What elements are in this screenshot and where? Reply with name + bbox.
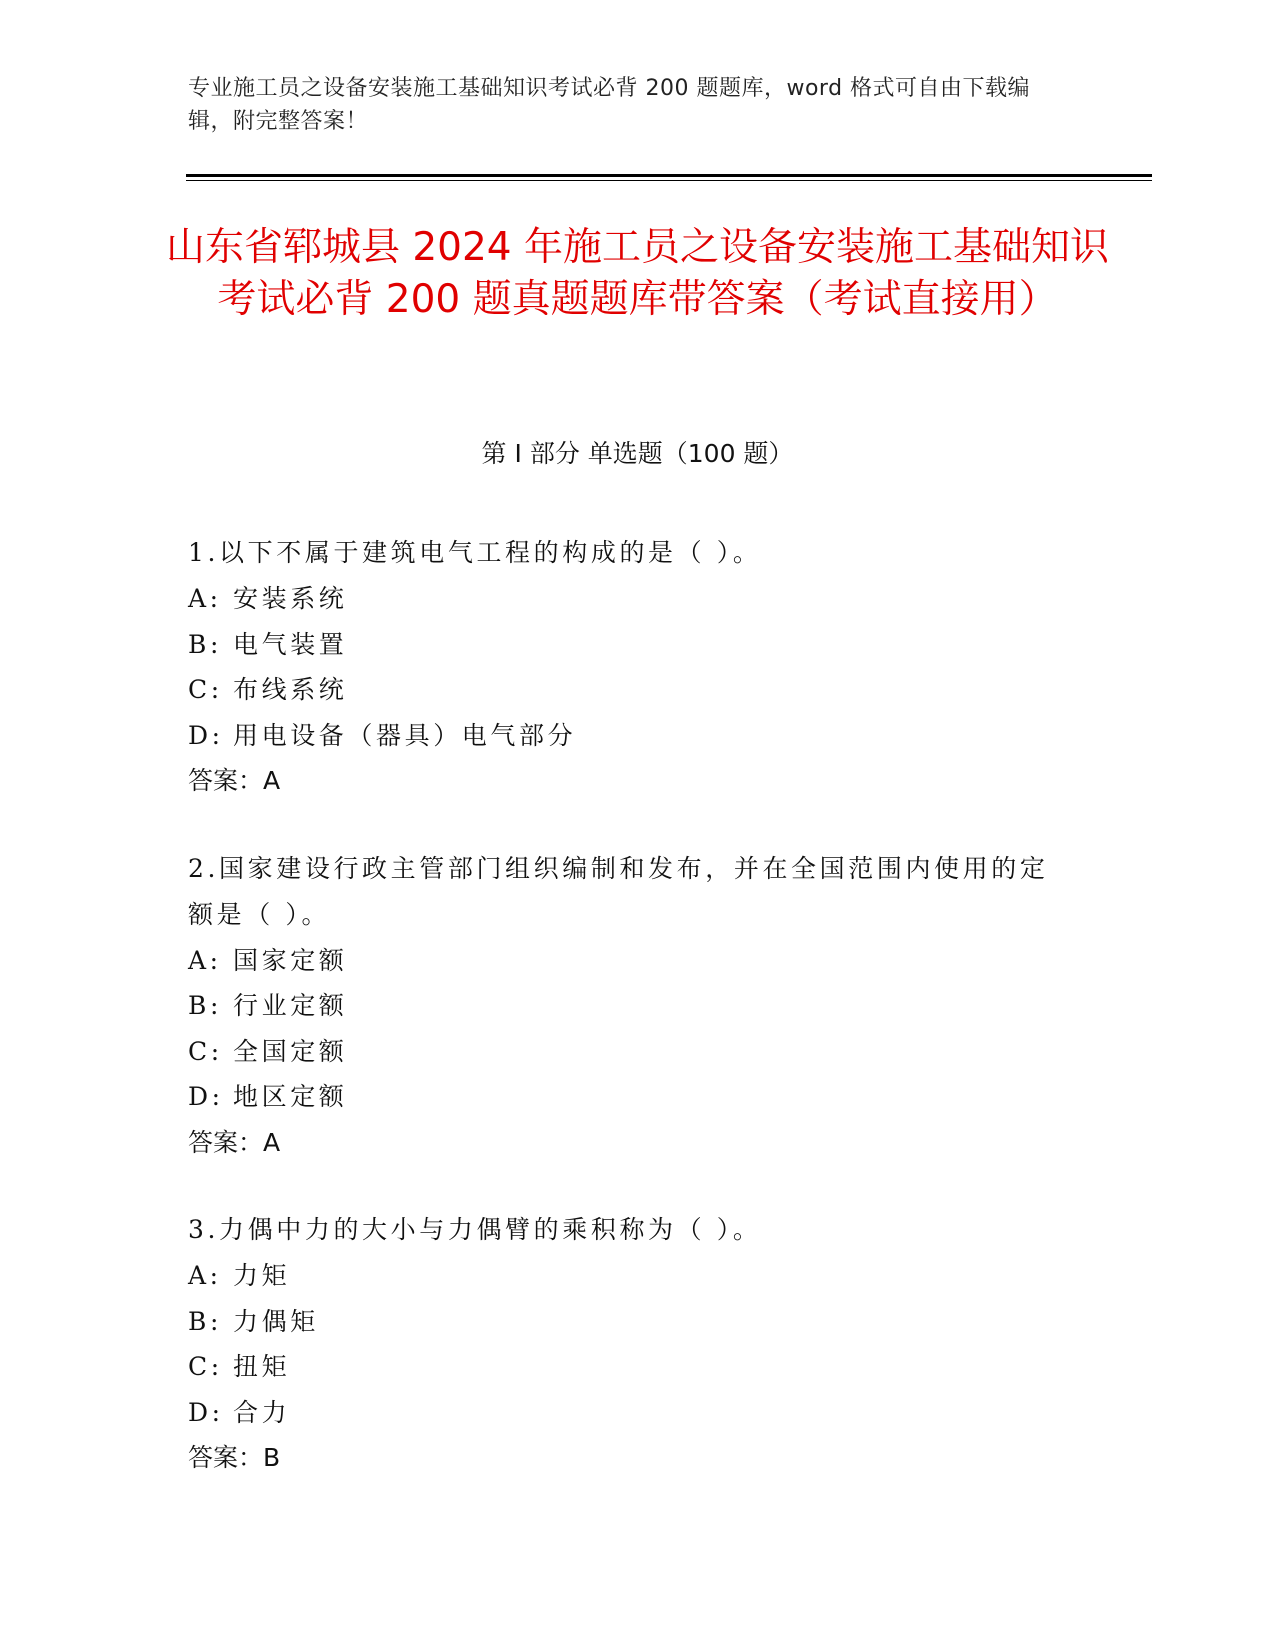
option-text: 用电设备（器具）电气部分 <box>233 720 577 750</box>
document-title: 山东省郓城县 2024 年施工员之设备安装施工基础知识考试必背 200 题真题题库带答案（考试直接用） <box>165 225 1110 322</box>
option-text: 行业定额 <box>233 991 348 1020</box>
option-a <box>188 938 1068 984</box>
header-divider-thick <box>186 174 1152 177</box>
question-stem: 3.力偶中力的大小与力偶臂的乘积称为（ ）。 <box>188 1215 762 1244</box>
option-letter: C: <box>188 1036 223 1066</box>
option-letter: D: <box>188 1082 224 1111</box>
answer-label: 答案： <box>188 1127 264 1157</box>
page-header-text: 专业施工员之设备安装施工基础知识考试必背 200 题题库，word 格式可自由下载编辑，附完整答案！ <box>188 76 1031 134</box>
option-c <box>188 1344 1068 1390</box>
answer-label: 答案： <box>188 1443 264 1472</box>
header-divider <box>186 174 1152 181</box>
option-b <box>188 983 1068 1029</box>
answer-value: B <box>263 1443 281 1472</box>
option-letter: B: <box>188 1306 222 1336</box>
option-a <box>188 576 1068 622</box>
question-stem: 2.国家建设行政主管部门组织编制和发布，并在全国范围内使用的定额是（ ）。 <box>188 853 1049 929</box>
option-text: 力偶矩 <box>233 1306 319 1336</box>
option-d <box>188 713 1068 759</box>
option-letter: A: <box>188 945 222 975</box>
section-heading: 第 I 部分 单选题（100 题） <box>481 439 794 468</box>
option-letter: C: <box>188 1352 223 1381</box>
option-d <box>188 1074 1068 1120</box>
option-letter: A: <box>188 584 222 613</box>
header-divider-thin <box>186 180 1152 181</box>
question-stem: 1.以下不属于建筑电气工程的构成的是（ ）。 <box>188 538 762 567</box>
option-d <box>188 1390 1068 1436</box>
answer-value: A <box>263 766 281 795</box>
option-a <box>188 1253 1068 1299</box>
option-text: 合力 <box>233 1397 291 1427</box>
answer-line <box>188 1120 1068 1166</box>
answer-line <box>188 1435 1068 1481</box>
option-text: 布线系统 <box>233 675 348 704</box>
option-letter: A: <box>188 1261 222 1290</box>
question-item <box>188 530 1068 804</box>
option-b <box>188 1299 1068 1345</box>
option-c <box>188 1029 1068 1075</box>
option-text: 安装系统 <box>233 584 348 613</box>
option-letter: C: <box>188 675 223 704</box>
question-item <box>188 846 1068 1166</box>
option-letter: D: <box>188 720 224 750</box>
option-text: 全国定额 <box>233 1036 348 1066</box>
question-list <box>188 530 1068 1523</box>
option-letter: B: <box>188 991 222 1020</box>
answer-line <box>188 758 1068 804</box>
option-c <box>188 667 1068 713</box>
option-text: 扭矩 <box>233 1352 291 1381</box>
option-text: 电气装置 <box>233 629 348 659</box>
option-letter: B: <box>188 629 222 659</box>
answer-label: 答案： <box>188 766 264 795</box>
option-b <box>188 622 1068 668</box>
option-text: 力矩 <box>233 1261 291 1290</box>
question-item <box>188 1207 1068 1481</box>
option-letter: D: <box>188 1397 224 1427</box>
answer-value: A <box>263 1127 281 1157</box>
option-text: 地区定额 <box>233 1082 348 1111</box>
option-text: 国家定额 <box>233 945 348 975</box>
